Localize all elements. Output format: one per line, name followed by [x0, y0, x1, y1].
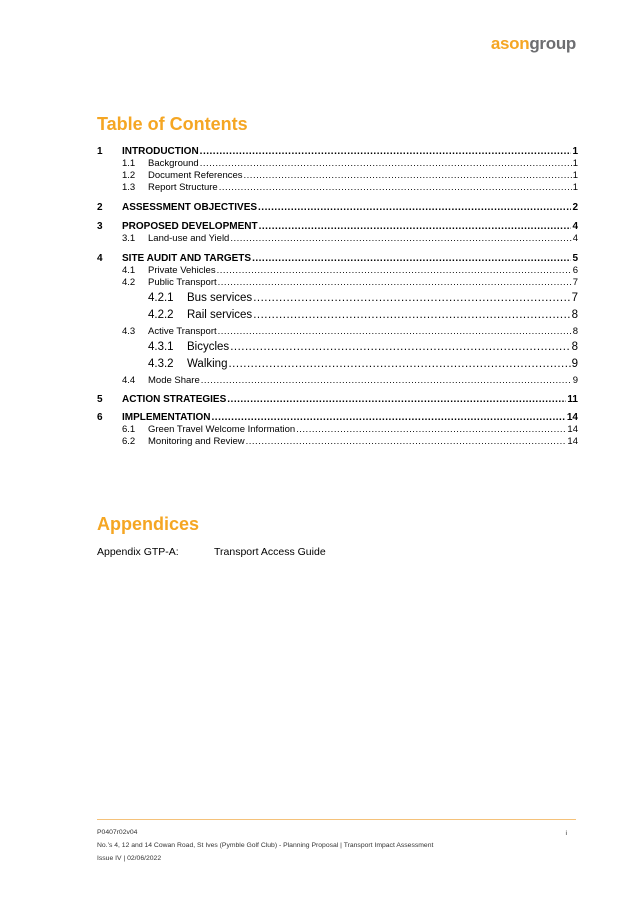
toc-label: PROPOSED DEVELOPMENT: [122, 221, 258, 232]
toc-page: 7: [572, 277, 578, 288]
toc-entry[interactable]: [97, 309, 578, 321]
toc-leader: [201, 375, 572, 386]
toc-leader: [219, 182, 572, 193]
toc-page: 11: [567, 394, 578, 405]
toc-entry[interactable]: [97, 202, 578, 213]
toc-leader: [228, 358, 570, 370]
page-number: i: [565, 830, 567, 837]
toc-entry[interactable]: [97, 424, 578, 435]
toc-number: 4.2.2: [148, 309, 174, 321]
footer-issue: Issue IV | 02/06/2022: [97, 855, 162, 862]
toc-entry[interactable]: [97, 146, 578, 157]
toc-leader: [253, 309, 570, 321]
toc-leader: [217, 265, 572, 276]
toc-label: Rail services: [187, 309, 253, 321]
toc-page: 14: [567, 436, 578, 447]
footer-rule: [97, 819, 576, 820]
toc-leader: [230, 233, 571, 244]
toc-number: 4.3.2: [148, 358, 174, 370]
toc-leader: [227, 394, 566, 405]
toc-page: 14: [566, 412, 578, 423]
footer-project: No.’s 4, 12 and 14 Cowan Road, St Ives (Pymble Golf Club) - Planning Proposal | Transport Impact Assessment: [97, 842, 434, 849]
toc-number: 4.3.1: [148, 341, 174, 353]
toc-entry[interactable]: [97, 221, 578, 232]
toc-entry[interactable]: [97, 412, 578, 423]
toc-entry[interactable]: [97, 358, 578, 370]
toc-page: 1: [572, 170, 578, 181]
toc-label: INTRODUCTION: [122, 146, 199, 157]
toc-entry[interactable]: [97, 394, 578, 405]
toc-leader: [296, 424, 566, 435]
toc-entry[interactable]: [97, 436, 578, 447]
toc-page: 4: [572, 221, 578, 232]
company-logo: asongroup: [490, 34, 576, 53]
toc-entry[interactable]: [97, 158, 578, 169]
toc-entry[interactable]: [97, 326, 578, 337]
toc-number: 4.2.1: [148, 292, 174, 304]
toc-label: SITE AUDIT AND TARGETS: [122, 253, 252, 264]
toc-number: 4.4: [122, 375, 136, 386]
toc-number: 4.2: [122, 277, 136, 288]
toc-page: 5: [572, 253, 578, 264]
toc-leader: [252, 253, 571, 264]
toc-leader: [246, 436, 567, 447]
toc-number: 1.1: [122, 158, 136, 169]
toc-label: Monitoring and Review: [148, 436, 245, 447]
toc-page: 8: [572, 326, 578, 337]
toc-label: Report Structure: [148, 182, 218, 193]
appendix-title: Transport Access Guide: [214, 546, 326, 558]
toc-leader: [258, 202, 571, 213]
toc-leader: [244, 170, 572, 181]
toc-label: Active Transport: [148, 326, 217, 337]
toc-label: Green Travel Welcome Information: [148, 424, 296, 435]
toc-leader: [253, 292, 570, 304]
toc-page: 2: [572, 202, 578, 213]
toc-label: Document References: [148, 170, 243, 181]
toc-number: 1: [97, 146, 103, 157]
toc-page: 14: [567, 424, 578, 435]
toc-page: 1: [572, 158, 578, 169]
toc-number: 4.1: [122, 265, 136, 276]
toc-heading: Table of Contents: [97, 114, 248, 134]
toc-number: 1.3: [122, 182, 136, 193]
appendix-key: Appendix GTP-A:: [97, 546, 179, 558]
toc-leader: [218, 277, 572, 288]
toc-entry[interactable]: [97, 233, 578, 244]
toc-label: Land-use and Yield: [148, 233, 230, 244]
toc-label: Mode Share: [148, 375, 200, 386]
toc-page: 6: [572, 265, 578, 276]
toc-number: 3: [97, 221, 103, 232]
toc-number: 2: [97, 202, 103, 213]
footer-ref: P0407r02v04: [97, 829, 138, 836]
toc-entry[interactable]: [97, 375, 578, 386]
toc-number: 1.2: [122, 170, 136, 181]
toc-entry[interactable]: [97, 292, 578, 304]
toc-entry[interactable]: [97, 277, 578, 288]
toc-label: Walking: [187, 358, 228, 370]
toc-leader: [200, 158, 572, 169]
toc-label: ASSESSMENT OBJECTIVES: [122, 202, 258, 213]
toc-page: 1: [572, 146, 578, 157]
toc-page: 8: [571, 309, 578, 321]
toc-entry[interactable]: [97, 341, 578, 353]
toc-leader: [200, 146, 572, 157]
toc-page: 9: [571, 358, 578, 370]
toc-label: Bicycles: [187, 341, 230, 353]
toc-page: 4: [572, 233, 578, 244]
toc-number: 3.1: [122, 233, 136, 244]
appendix-entry: [97, 546, 326, 558]
toc-number: 6: [97, 412, 103, 423]
toc-page: 8: [571, 341, 578, 353]
toc-label: ACTION STRATEGIES: [122, 394, 227, 405]
toc-number: 4: [97, 253, 103, 264]
toc-label: Bus services: [187, 292, 253, 304]
toc-number: 6.2: [122, 436, 136, 447]
toc-page: 7: [571, 292, 578, 304]
toc-entry[interactable]: [97, 170, 578, 181]
toc-label: IMPLEMENTATION: [122, 412, 211, 423]
toc-page: 9: [572, 375, 578, 386]
toc-entry[interactable]: [97, 182, 578, 193]
toc-leader: [218, 326, 572, 337]
toc-label: Public Transport: [148, 277, 217, 288]
toc-entry[interactable]: [97, 265, 578, 276]
toc-leader: [212, 412, 566, 423]
toc-number: 6.1: [122, 424, 136, 435]
toc-number: 4.3: [122, 326, 136, 337]
toc-entry[interactable]: [97, 253, 578, 264]
toc-leader: [230, 341, 570, 353]
toc-label: Background: [148, 158, 199, 169]
toc-page: 1: [572, 182, 578, 193]
toc-leader: [259, 221, 572, 232]
toc-number: 5: [97, 394, 103, 405]
toc-label: Private Vehicles: [148, 265, 216, 276]
appendices-heading: Appendices: [97, 514, 200, 534]
